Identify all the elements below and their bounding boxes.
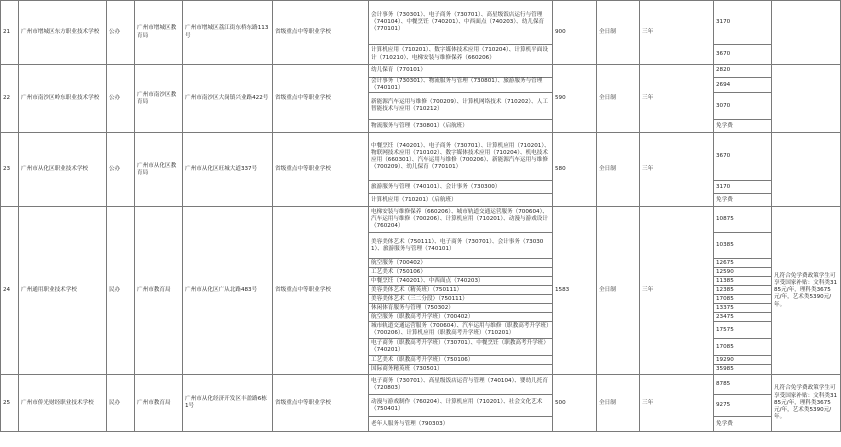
school-number-cell: 22	[1, 65, 19, 133]
school-address-cell: 广州市从化区旺城大道337号	[183, 133, 273, 207]
school-number-cell: 23	[1, 133, 19, 207]
school-nature-cell: 公办	[107, 65, 135, 133]
supervising-dept-cell: 广州市增城区教育局	[135, 1, 183, 65]
tuition-fee-cell: 2820	[714, 65, 772, 78]
tuition-fee-cell: 17575	[714, 322, 772, 339]
majors-cell: 美容美体艺术（750111）、电子商务（730701）、会计事务（730301）、旅游服务与管理（740101）	[369, 233, 553, 259]
majors-cell: 会计事务（730301）、电子商务（730701）、高星级饭店运行与管理（740104）、中餐烹饪（740201）、中西面点（740203）、幼儿保育（770101）	[369, 1, 553, 45]
school-level-cell: 省级重点中等职业学校	[273, 65, 369, 133]
tuition-fee-cell: 10385	[714, 233, 772, 259]
tuition-fee-cell: 35985	[714, 365, 772, 375]
study-years-cell: 三年	[640, 375, 714, 432]
school-name-cell: 广州市南沙区岭东职业技术学校	[19, 65, 107, 133]
tuition-fee-cell: 9275	[714, 395, 772, 417]
majors-cell: 航空服务（700402）	[369, 259, 553, 268]
table-row	[1, 133, 841, 181]
school-address-cell: 广州市从化区广从北路483号	[183, 207, 273, 375]
school-level-cell: 省级重点中等职业学校	[273, 207, 369, 375]
majors-cell: 工艺美术（职教高考升学班）（750106）	[369, 356, 553, 365]
school-nature-cell: 公办	[107, 133, 135, 207]
study-mode-cell: 全日制	[597, 375, 640, 432]
tuition-fee-cell: 13375	[714, 304, 772, 313]
enrollment-count-cell: 500	[553, 375, 597, 432]
majors-cell: 电子商务（730701）、高星级饭店运营与管理（740104）、婴幼儿托育（720803）	[369, 375, 553, 395]
supervising-dept-cell: 广州市教育局	[135, 375, 183, 432]
tuition-fee-cell: 2694	[714, 78, 772, 93]
tuition-fee-cell: 19290	[714, 356, 772, 365]
majors-cell: 国际商务精英班（730501）	[369, 365, 553, 375]
school-name-cell: 广州通用职业技术学校	[19, 207, 107, 375]
tuition-fee-cell: 3670	[714, 133, 772, 181]
school-name-cell: 广州市侨光财经职业技术学校	[19, 375, 107, 432]
tuition-fee-cell: 免学费	[714, 120, 772, 133]
enrollment-count-cell: 1583	[553, 207, 597, 375]
majors-cell: 中餐烹饪（740201）、中西面点（740203）	[369, 277, 553, 286]
table-row	[1, 375, 841, 395]
majors-cell: 计算机应用（710201）、数字媒体技术应用（710204）、计算机平面设计（710210）、电梯安装与维修保养（660206）	[369, 45, 553, 65]
school-nature-cell: 民办	[107, 375, 135, 432]
majors-cell: 航空服务（职教高考升学班）（700402）	[369, 313, 553, 322]
school-level-cell: 省级重点中等职业学校	[273, 375, 369, 432]
study-mode-cell: 全日制	[597, 207, 640, 375]
school-address-cell: 广州市从化经济开发区丰盈路6栋1号	[183, 375, 273, 432]
majors-cell: 休闲体育服务与管理（750302）	[369, 304, 553, 313]
majors-cell: 幼儿保育（770101）	[369, 65, 553, 78]
tuition-fee-cell: 3170	[714, 181, 772, 194]
tuition-fee-cell: 3670	[714, 45, 772, 65]
tuition-fee-cell: 8785	[714, 375, 772, 395]
school-name-cell: 广州市从化区职业技术学校	[19, 133, 107, 207]
majors-cell: 老年人服务与管理（790303）	[369, 417, 553, 432]
majors-cell: 城市轨道交通运营服务（700604）、汽车运用与维修（职教高考升学班）（700206）、计算机应用（职教高考升学班）（710201）	[369, 322, 553, 339]
study-years-cell: 三年	[640, 1, 714, 65]
majors-cell: 电子商务（职教高考升学班）（730701）、中餐烹饪（职教高考升学班）（740201）	[369, 339, 553, 356]
school-address-cell: 广州市南沙区大岗镇兴业路422号	[183, 65, 273, 133]
majors-cell: 动漫与游戏制作（760204）、计算机应用（710201）、社会文化艺术（750401）	[369, 395, 553, 417]
school-number-cell: 25	[1, 375, 19, 432]
enrollment-count-cell: 590	[553, 65, 597, 133]
school-name-cell: 广州市增城区东方职业技术学校	[19, 1, 107, 65]
majors-cell: 旅游服务与管理（740101）、会计事务（730300）	[369, 181, 553, 194]
school-number-cell: 21	[1, 1, 19, 65]
majors-cell: 新能源汽车运用与维修（700209）、计算机网络技术（710202）、人工智能技术与应用（710212）	[369, 93, 553, 120]
supervising-dept-cell: 广州市从化区教育局	[135, 133, 183, 207]
majors-cell: 中餐烹饪（740201）、电子商务（730701）、计算机应用（710201）、物联网技术应用（710102）、数字媒体技术应用（710204）、机电技术应用（660301）、汽车运用与维修（700206）、新能源汽车运用与维修（700209）、幼儿保育（770101）	[369, 133, 553, 181]
tuition-fee-cell: 11385	[714, 277, 772, 286]
school-level-cell: 省级重点中等职业学校	[273, 1, 369, 65]
enrollment-count-cell: 900	[553, 1, 597, 65]
tuition-fee-cell: 23475	[714, 313, 772, 322]
study-years-cell: 三年	[640, 65, 714, 133]
majors-cell: 计算机应用（710201）（启航班）	[369, 194, 553, 207]
tuition-fee-cell: 12385	[714, 286, 772, 295]
school-number-cell: 24	[1, 207, 19, 375]
tuition-fee-cell: 17085	[714, 339, 772, 356]
table-row	[1, 65, 841, 78]
school-level-cell: 省级重点中等职业学校	[273, 133, 369, 207]
table-body	[1, 1, 841, 432]
table-row	[1, 1, 841, 45]
majors-cell: 美容美体艺术（三二分段）（750111）	[369, 295, 553, 304]
supervising-dept-cell: 广州市南沙区教育局	[135, 65, 183, 133]
school-nature-cell: 公办	[107, 1, 135, 65]
enrollment-count-cell: 580	[553, 133, 597, 207]
remarks-cell: 凡符合免学费政策学生可享受国家补贴：文科类3185元/年，理科类3675元/年，艺术类5390元/年。	[772, 375, 841, 432]
study-years-cell: 三年	[640, 207, 714, 375]
remarks-cell	[772, 65, 841, 133]
study-mode-cell: 全日制	[597, 1, 640, 65]
remarks-cell: 凡符合免学费政策学生可享受国家补贴：文科类3185元/年，理科类3675元/年，艺术类5390元/年。	[772, 207, 841, 375]
majors-cell: 会计事务（730301）、物流服务与管理（730801）、旅游服务与管理（740101）	[369, 78, 553, 93]
tuition-fee-cell: 17085	[714, 295, 772, 304]
tuition-fee-cell: 10875	[714, 207, 772, 233]
tuition-fee-cell: 3070	[714, 93, 772, 120]
tuition-fee-cell: 免学费	[714, 194, 772, 207]
majors-cell: 美容美体艺术（精英班）（750111）	[369, 286, 553, 295]
majors-cell: 物流服务与管理（730801）（启航班）	[369, 120, 553, 133]
tuition-fee-cell: 免学费	[714, 417, 772, 432]
supervising-dept-cell: 广州市教育局	[135, 207, 183, 375]
study-years-cell: 三年	[640, 133, 714, 207]
tuition-fee-cell: 12590	[714, 268, 772, 277]
majors-cell: 电梯安装与维修保养（660206）、城市轨道交通运营服务（700604）、汽车运用与维修（700206）、计算机应用（710201）、动漫与游戏设计（760204）	[369, 207, 553, 233]
school-address-cell: 广州市增城区荔江街东桥东路113号	[183, 1, 273, 65]
study-mode-cell: 全日制	[597, 133, 640, 207]
remarks-cell	[772, 1, 841, 65]
tuition-fee-cell: 12675	[714, 259, 772, 268]
school-nature-cell: 民办	[107, 207, 135, 375]
majors-cell: 工艺美术（750106）	[369, 268, 553, 277]
tuition-fee-cell: 3170	[714, 1, 772, 45]
remarks-cell	[772, 133, 841, 207]
table-row	[1, 207, 841, 233]
study-mode-cell: 全日制	[597, 65, 640, 133]
